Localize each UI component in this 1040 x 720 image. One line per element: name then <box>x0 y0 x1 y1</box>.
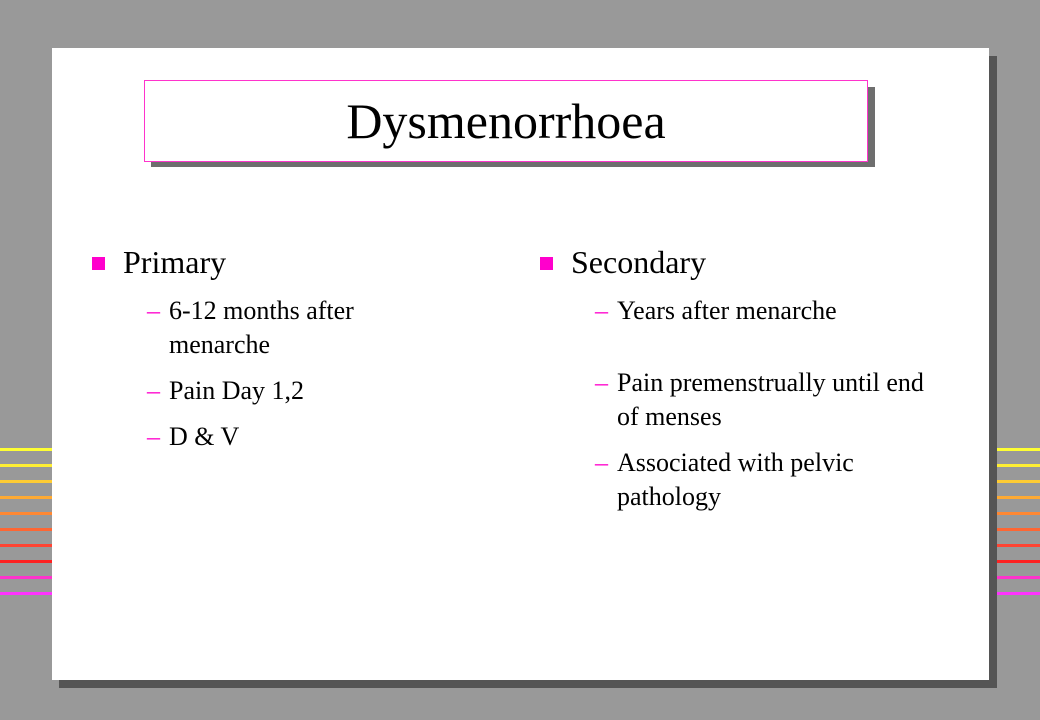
list-item <box>540 446 940 514</box>
list-item-text: Pain premenstrually until end of menses <box>617 368 924 431</box>
stripe <box>0 576 52 579</box>
stripe <box>995 480 1040 483</box>
list-item-text: Associated with pelvic pathology <box>617 448 854 511</box>
square-bullet-icon <box>92 257 105 270</box>
stripe <box>995 576 1040 579</box>
dash-bullet-icon: – <box>595 448 608 477</box>
dash-bullet-icon: – <box>147 296 160 325</box>
stripe <box>0 560 52 563</box>
stripe <box>995 544 1040 547</box>
stripe <box>0 448 52 451</box>
square-bullet-icon <box>540 257 553 270</box>
secondary-heading: Secondary <box>571 244 707 280</box>
stripe <box>0 528 52 531</box>
stripe <box>995 448 1040 451</box>
title-box <box>144 80 868 162</box>
stripe <box>995 528 1040 531</box>
stripe <box>995 560 1040 563</box>
list-item <box>92 294 422 362</box>
list-item <box>540 366 940 434</box>
primary-heading: Primary <box>123 244 227 280</box>
dash-bullet-icon: – <box>595 296 608 325</box>
secondary-heading-row <box>540 244 940 280</box>
list-item-text: Pain Day 1,2 <box>169 376 305 405</box>
primary-list <box>92 294 422 454</box>
stripe <box>0 480 52 483</box>
slide-title: Dysmenorrhoea <box>346 93 666 149</box>
list-item-text: D & V <box>169 422 240 451</box>
list-item-text: Years after menarche <box>617 296 837 325</box>
stripe <box>995 496 1040 499</box>
decorative-stripes-left <box>0 448 52 608</box>
secondary-list <box>540 294 940 514</box>
stripe <box>0 464 52 467</box>
dash-bullet-icon: – <box>147 376 160 405</box>
dash-bullet-icon: – <box>595 368 608 397</box>
stripe <box>0 544 52 547</box>
list-item <box>92 420 422 454</box>
secondary-column <box>540 244 940 526</box>
stripe <box>995 512 1040 515</box>
stripe <box>0 512 52 515</box>
primary-column <box>92 244 422 466</box>
stripe <box>995 592 1040 595</box>
primary-heading-row <box>92 244 422 280</box>
list-item <box>540 294 940 328</box>
dash-bullet-icon: – <box>147 422 160 451</box>
decorative-stripes-right <box>995 448 1040 608</box>
stripe <box>0 592 52 595</box>
list-item <box>92 374 422 408</box>
list-item-text: 6-12 months after menarche <box>169 296 354 359</box>
stripe <box>995 464 1040 467</box>
stripe <box>0 496 52 499</box>
